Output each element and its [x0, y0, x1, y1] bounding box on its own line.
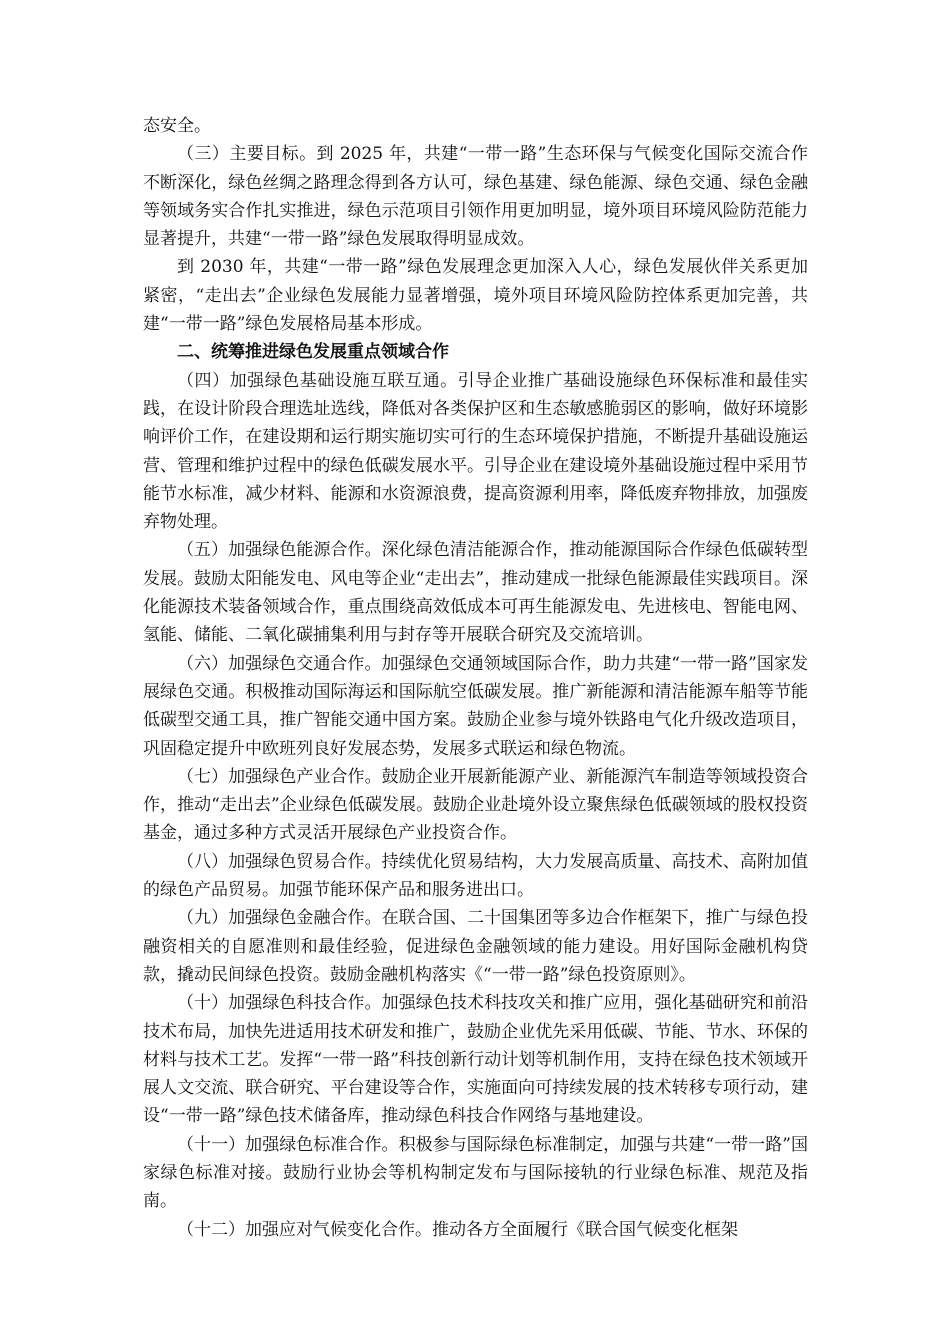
paragraph-trade: （八）加强绿色贸易合作。持续优化贸易结构，大力发展高质量、高技术、高附加值的绿色产品贸易。加强节能环保产品和服务进出口。: [143, 851, 808, 901]
paragraph-main-goals: （三）主要目标。到 2025 年，共建“一带一路”生态环保与气候变化国际交流合作不断深化，绿色丝绸之路理念得到各方认可，绿色基建、绿色能源、绿色交通、绿色金融等领域务实合作扎实推进，绿色示范项目引领作用更加明显，境外项目环境风险防范能力显著提升，共建“一带一路”绿色发展取得明显成效。: [143, 144, 808, 250]
intro-fragment: 态安全。: [143, 116, 211, 136]
paragraph-industry: （七）加强绿色产业合作。鼓励企业开展新能源产业、新能源汽车制造等领域投资合作，推动“走出去”企业绿色低碳发展。鼓励企业赴境外设立聚焦绿色低碳领域的股权投资基金，通过多种方式灵活开展绿色产业投资合作。: [143, 766, 808, 844]
paragraph-standards: （十一）加强绿色标准合作。积极参与国际绿色标准制定，加强与共建“一带一路”国家绿色标准对接。鼓励行业协会等机构制定发布与国际接轨的行业绿色标准、规范及指南。: [143, 1134, 808, 1212]
paragraph-infrastructure: （四）加强绿色基础设施互联互通。引导企业推广基础设施绿色环保标准和最佳实践，在设计阶段合理选址选线，降低对各类保护区和生态敏感脆弱区的影响，做好环境影响评价工作，在建设期和运行期实施切实可行的生态环境保护措施，不断提升基础设施运营、管理和维护过程中的绿色低碳发展水平。引导企业在建设境外基础设施过程中采用节能节水标准，减少材料、能源和水资源浪费，提高资源利用率，降低废弃物排放，加强废弃物处理。: [143, 370, 808, 533]
paragraph-transport: （六）加强绿色交通合作。加强绿色交通领域国际合作，助力共建“一带一路”国家发展绿色交通。积极推动国际海运和国际航空低碳发展。推广新能源和清洁能源车船等节能低碳型交通工具，推广智能交通中国方案。鼓励企业参与境外铁路电气化升级改造项目，巩固稳定提升中欧班列良好发展态势，发展多式联运和绿色物流。: [143, 653, 808, 759]
paragraph-energy: （五）加强绿色能源合作。深化绿色清洁能源合作，推动能源国际合作绿色低碳转型发展。鼓励太阳能发电、风电等企业“走出去”，推动建成一批绿色能源最佳实践项目。深化能源技术装备领域合作，重点围绕高效低成本可再生能源发电、先进核电、智能电网、氢能、储能、二氧化碳捕集利用与封存等开展联合研究及交流培训。: [143, 540, 808, 646]
section-heading: 二、统筹推进绿色发展重点领域合作: [177, 342, 449, 363]
paragraph-finance: （九）加强绿色金融合作。在联合国、二十国集团等多边合作框架下，推广与绿色投融资相关的自愿准则和最佳经验，促进绿色金融领域的能力建设。用好国际金融机构贷款，撬动民间绿色投资。鼓励金融机构落实《“一带一路”绿色投资原则》。: [143, 908, 808, 985]
document-body: [143, 112, 808, 1244]
paragraph-climate: （十二）加强应对气候变化合作。推动各方全面履行《联合国气候变化框架: [177, 1219, 738, 1240]
paragraph-technology: （十）加强绿色科技合作。加强绿色技术科技攻关和推广应用，强化基础研究和前沿技术布局，加快先进适用技术研发和推广，鼓励企业优先采用低碳、节能、节水、环保的材料与技术工艺。发挥“一带一路”科技创新行动计划等机制作用，支持在绿色技术领域开展人文交流、联合研究、平台建设等合作，实施面向可持续发展的技术转移专项行动，建设“一带一路”绿色技术储备库，推动绿色科技合作网络与基地建设。: [143, 993, 808, 1127]
paragraph-2030-goals: 到 2030 年，共建“一带一路”绿色发展理念更加深入人心，绿色发展伙伴关系更加紧密，“走出去”企业绿色发展能力显著增强，境外项目环境风险防控体系更加完善，共建“一带一路”绿色发展格局基本形成。: [143, 257, 808, 335]
